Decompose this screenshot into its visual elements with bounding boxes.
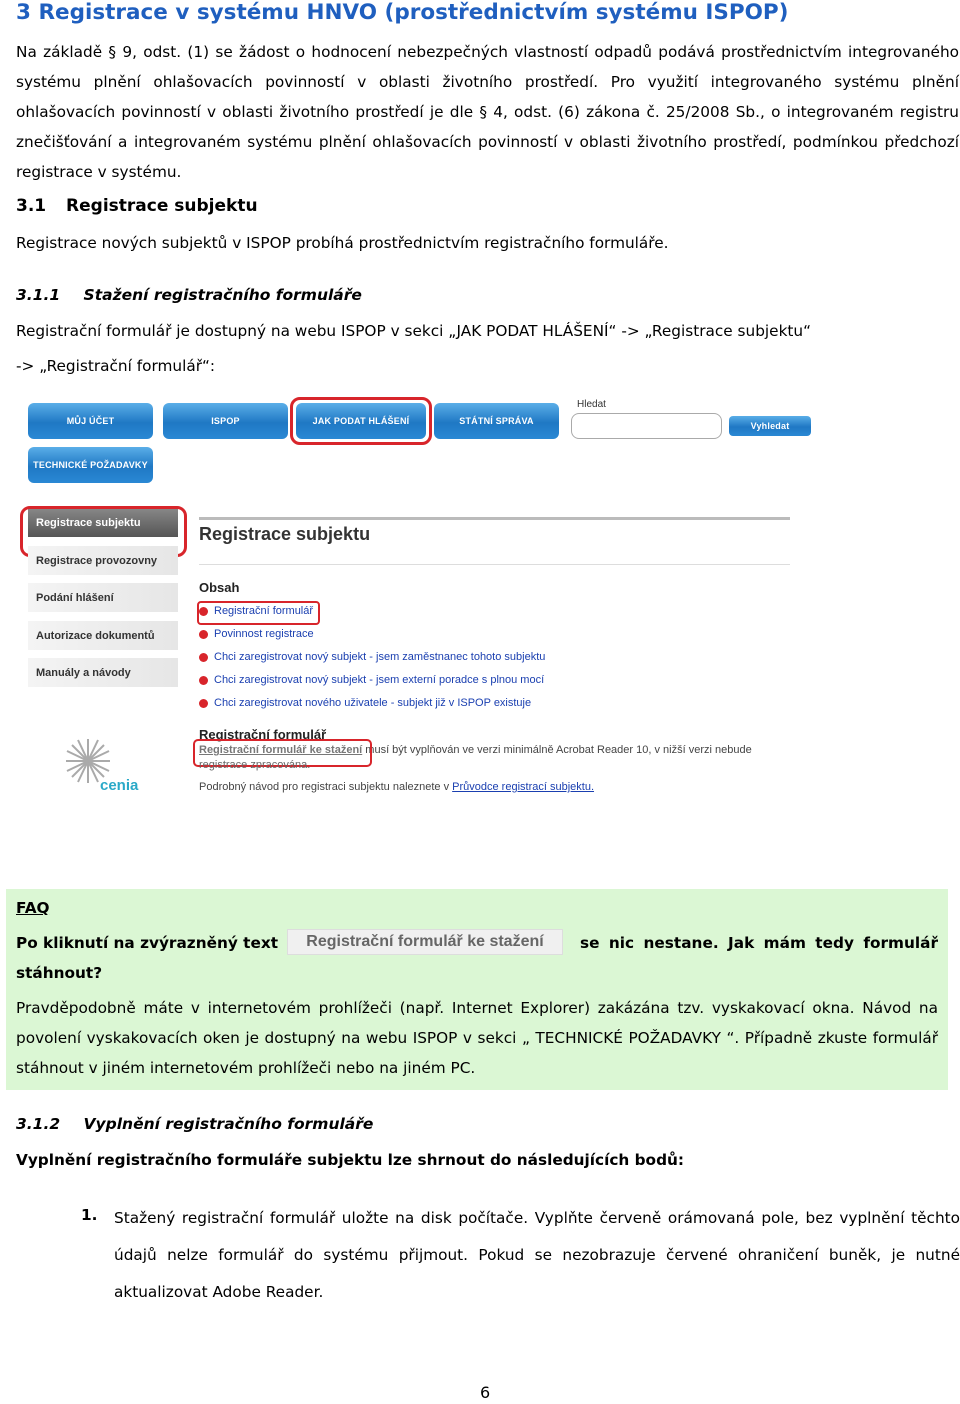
download-note-line2: registrace zpracována. <box>199 759 311 771</box>
list-item-number: 1. <box>81 1206 98 1224</box>
section-title: Stažení registračního formuláře <box>83 286 362 304</box>
section-number: 3.1.2 <box>16 1115 61 1133</box>
fill-instructions-intro: Vyplnění registračního formuláře subjektu lze shrnout do následujících bodů: <box>16 1151 685 1169</box>
bullet-icon <box>199 653 208 662</box>
section-number: 3.1.1 <box>16 286 61 304</box>
nav-how-to-report[interactable]: JAK PODAT HLÁŠENÍ <box>296 403 426 439</box>
faq-question-part1: Po kliknutí na zvýrazněný text <box>16 934 279 952</box>
registration-paragraph: Registrace nových subjektů v ISPOP probíhá prostřednictvím registračního formuláře. <box>16 234 669 252</box>
toc-item[interactable]: Chci zaregistrovat nového uživatele - subjekt již v ISPOP existuje <box>199 697 531 709</box>
highlight-ring <box>290 397 432 445</box>
faq-title: FAQ <box>16 899 50 917</box>
highlight-ring <box>197 601 320 625</box>
search-label: Hledat <box>577 399 606 410</box>
section-number: 3.1 <box>16 196 47 216</box>
toc-item[interactable]: Registrační formulář <box>199 605 313 617</box>
bullet-icon <box>199 630 208 639</box>
faq-question-part2: se nic nestane. Jak mám tedy formulář <box>580 934 938 952</box>
sidebar-item-submit-report[interactable]: Podání hlášení <box>28 583 178 613</box>
nav-ispop[interactable]: ISPOP <box>163 403 288 439</box>
divider <box>199 564 790 565</box>
section-title: Vyplnění registračního formuláře <box>83 1115 374 1133</box>
download-row: Registrační formulář ke stažení musí být vyplňován ve verzi minimálně Acrobat Reader 10, v nižší verzi nebude <box>199 744 752 756</box>
toc-item[interactable]: Chci zaregistrovat nový subjekt - jsem zaměstnanec tohoto subjektu <box>199 651 545 663</box>
page-number: 6 <box>480 1383 491 1402</box>
section-3-1-1-heading <box>16 286 362 304</box>
section-title: Registrace subjektu <box>66 196 258 216</box>
search-input[interactable] <box>571 413 722 439</box>
section-3-1-2-heading <box>16 1115 373 1133</box>
sidebar-item-doc-authorization[interactable]: Autorizace dokumentů <box>28 621 178 651</box>
search-button[interactable]: Vyhledat <box>729 416 811 436</box>
cenia-logo-text: cenia <box>100 777 139 794</box>
list-item: Stažený registrační formulář uložte na disk počítače. Vyplňte červeně orámovaná pole, bez vyplnění těchto údajů nelze formulář do systému přijmout. Pokud se nezobrazuje červené ohraničení buněk, je nutné aktualizovat Adobe Reader. <box>114 1209 960 1301</box>
section-3-1-heading <box>16 196 258 216</box>
download-paragraph-line2: -> „Registrační formulář“: <box>16 357 216 375</box>
bullet-icon <box>199 699 208 708</box>
contents-heading: Obsah <box>199 580 240 595</box>
bullet-icon <box>199 676 208 685</box>
download-paragraph-line1: Registrační formulář je dostupný na webu ISPOP v sekci „JAK PODAT HLÁŠENÍ“ -> „Registrace subjektu“ <box>16 322 812 340</box>
nav-my-account[interactable]: MŮJ ÚČET <box>28 403 153 439</box>
title-divider <box>199 517 790 520</box>
faq-question-part3: stáhnout? <box>16 964 103 982</box>
guide-link[interactable]: Průvodce registrací subjektu. <box>452 781 595 793</box>
sidebar-item-subject-registration[interactable]: Registrace subjektu <box>28 508 178 538</box>
toc-item[interactable]: Chci zaregistrovat nový subjekt - jsem externí poradce s plnou mocí <box>199 674 544 686</box>
toc-item[interactable]: Povinnost registrace <box>199 628 314 640</box>
guide-row: Podrobný návod pro registraci subjektu naleznete v Průvodce registrací subjektu. <box>199 781 595 793</box>
intro-paragraph: Na základě § 9, odst. (1) se žádost o hodnocení nebezpečných vlastností odpadů podává prostřednictvím integrovaného systému plnění ohlašovacích povinností v oblasti životního prostředí. Pro využití integrovaného systému plnění ohlašovacích povinností v oblasti životního prostředí je dle § 4, odst. (6) zákona č. 25/2008 Sb., o integrovaném registru znečišťování a integrovaném systému plnění ohlašovacích povinností v oblasti životního prostředí, podmínkou předchozí registrace v systému. <box>16 43 959 181</box>
download-form-link[interactable]: Registrační formulář ke stažení <box>199 744 363 756</box>
nav-tech-requirements[interactable]: TECHNICKÉ POŽADAVKY <box>28 447 153 483</box>
faq-download-button-image: Registrační formulář ke stažení <box>287 929 563 955</box>
sidebar-item-facility-registration[interactable]: Registrace provozovny <box>28 546 178 576</box>
form-heading: Registrační formulář <box>199 727 327 742</box>
nav-state-admin[interactable]: STÁTNÍ SPRÁVA <box>434 403 559 439</box>
sidebar-item-manuals[interactable]: Manuály a návody <box>28 658 178 688</box>
chapter-heading: 3 Registrace v systému HNVO (prostřednictvím systému ISPOP) <box>16 0 789 25</box>
web-page-title: Registrace subjektu <box>199 524 371 544</box>
faq-answer: Pravděpodobně máte v internetovém prohlížeči (např. Internet Explorer) zakázána tzv. vyskakovací okna. Návod na povolení vyskakovacích oken je dostupný na webu ISPOP v sekci „ TECHNICKÉ POŽADAVKY “. Případně zkuste formulář stáhnout v jiném internetovém prohlížeči nebo na jiném PC. <box>16 999 938 1077</box>
